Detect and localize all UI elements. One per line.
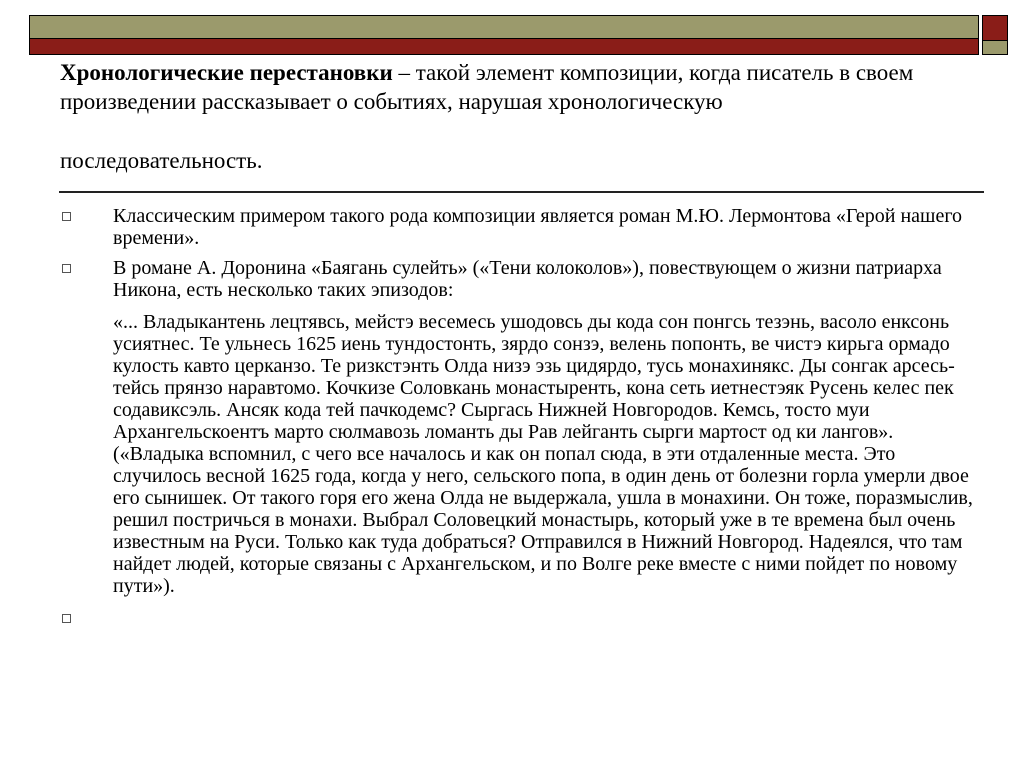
corner-red-square bbox=[982, 15, 1008, 41]
header-olive-bar bbox=[29, 15, 979, 39]
title-definition: – такой элемент композиции, когда писатель в своем произведении рассказывает о событиях, нарушая хронологическую bbox=[60, 60, 914, 114]
slide-title bbox=[60, 58, 980, 175]
quote-paragraph: «... Владыкантень лецтявсь, мейстэ весемесь ушодовсь ды кода сон понгсь тезэнь, васоло енксонь усиятнес. Те ульнесь 1625 иень тундостонть, зярдо сонзэ, велень попонть, ве чистэ кирьга ормадо кулость кавто церканзо. Те ризкстэнть Олда низэ эзь цидярдо, тусь монахинякс. Ды сонгак арсесь-тейсь прянзо наравтомо. Кочкизе Соловкань монастыренть, кона сеть иетнестэяк Русень келес пек содавиксэль. Ансяк кода тей пачкодемс? Сыргась Нижней Новгородов. Кемсь, тосто муи Архангельскоентъ марто сюлмавозь ломанть ды Рав лейганть сырги мартост од ки лангов». («Владыка вспомнил, с чего все началось и как он попал сюда, в эти отдаленные места. Это случилось весной 1625 года, когда у него, сельского попа, в один день от болезни горла умерли двое его сынишек. От такого горя его жена Олда не выдержала, ушла в монахини. Он тоже, поразмыслив, решил постричься в монахи. Выбрал Соловецкий монастырь, который уже в те времена был очень известным на Руси. Только как туда добраться? Отправился в Нижний Новгород. Надеялся, что там найдет людей, которые связаны с Архангельском, и по Волге реке вместе с ними пойдет по новому пути»). bbox=[113, 311, 973, 597]
title-last-word: последовательность. bbox=[60, 148, 263, 173]
title-divider bbox=[59, 191, 984, 193]
bullet-item-empty bbox=[60, 607, 980, 629]
bullet-item-lermontov bbox=[60, 205, 980, 249]
header-red-bar bbox=[29, 39, 979, 55]
square-bullet-icon bbox=[62, 614, 71, 623]
bullet-item-doronin bbox=[60, 257, 980, 301]
corner-olive-square bbox=[982, 41, 1008, 55]
slide-body bbox=[60, 205, 980, 637]
title-term: Хронологические перестановки bbox=[60, 60, 393, 85]
bullet-text: Классическим примером такого рода композиции является роман М.Ю. Лермонтова «Герой нашего времени». bbox=[113, 205, 963, 249]
square-bullet-icon bbox=[62, 264, 71, 273]
bullet-text: В романе А. Доронина «Баягань сулейть» («Тени колоколов»), повествующем о жизни патриарха Никона, есть несколько таких эпизодов: bbox=[113, 257, 942, 301]
square-bullet-icon bbox=[62, 212, 71, 221]
